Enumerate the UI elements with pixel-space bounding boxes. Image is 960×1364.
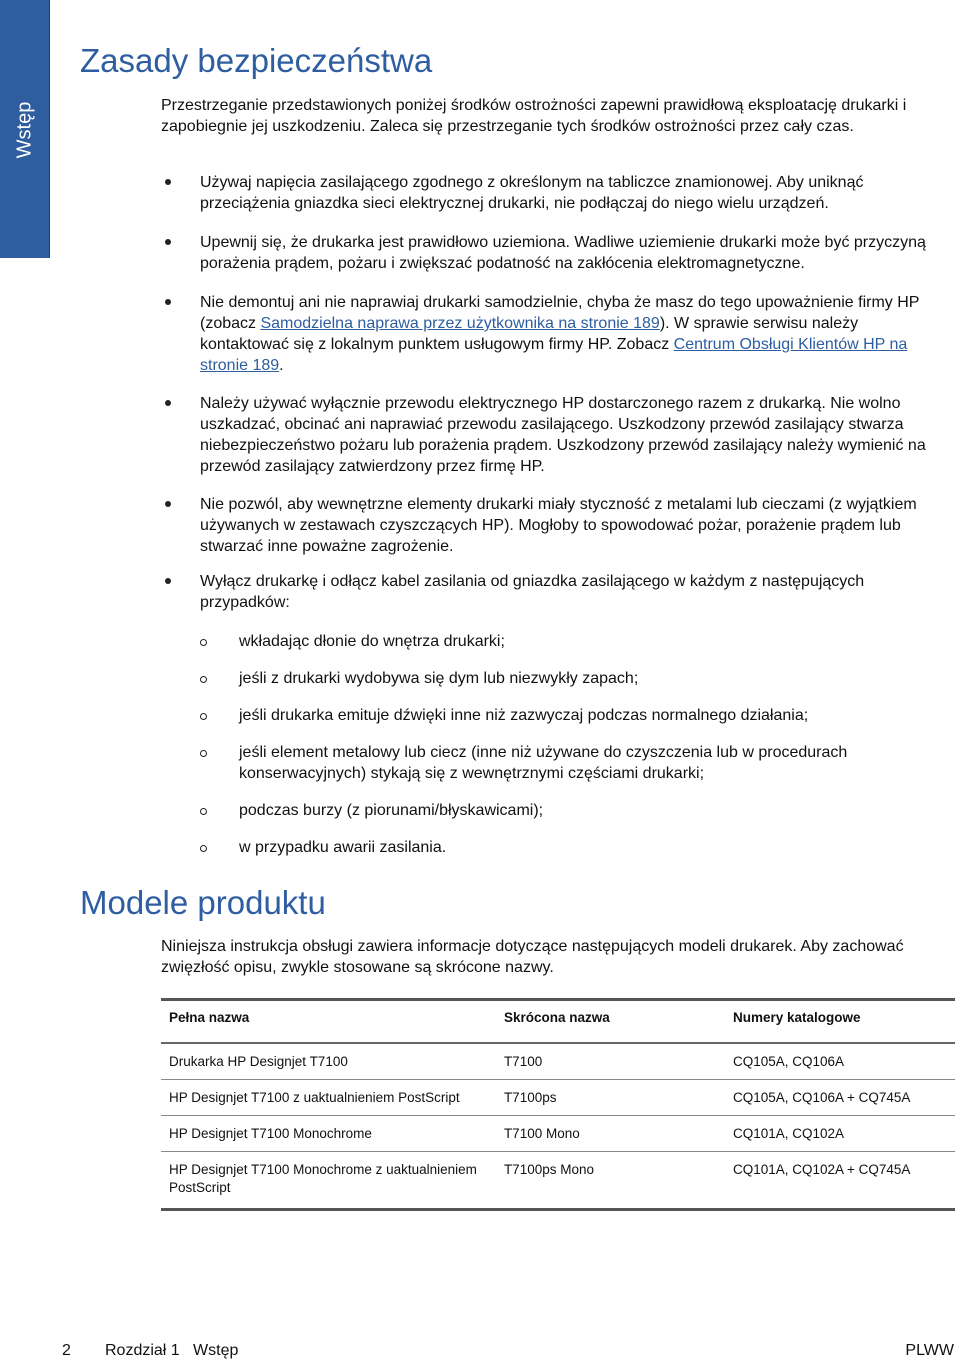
link-customer-care[interactable]: Centrum Obsługi Klientów HP na stronie 189	[200, 336, 908, 374]
unplug-text: Wyłącz drukarkę i odłącz kabel zasilania od gniazdka zasilającego w każdym z następujących przypadków:	[200, 573, 865, 611]
sub-item: podczas burzy (z piorunami/błyskawicami);	[200, 800, 951, 821]
sub-item: jeśli drukarka emituje dźwięki inne niż zazwyczaj podczas normalnego działania;	[200, 705, 951, 726]
safety-bullet-liquids: Nie pozwól, aby wewnętrzne elementy drukarki miały styczność z metalami lub cieczami (z wyjątkiem używanych w zestawach czyszczących HP). Mogłoby to spowodować pożar, porażenie prądem lub stwarzać inne poważne zagrożenie.	[161, 494, 951, 557]
side-tab	[0, 0, 50, 258]
repair-text-1: Nie demontuj ani nie naprawiaj drukarki samodzielnie, chyba że masz do tego upoważnienie firmy HP (zobacz	[200, 294, 920, 332]
footer-page-number: 2	[62, 1342, 71, 1359]
models-title: Modele produktu	[80, 884, 326, 921]
cell-part-numbers: CQ101A, CQ102A	[725, 1116, 955, 1152]
header-part-numbers: Numery katalogowe	[732, 1010, 861, 1025]
unplug-sublist	[200, 631, 951, 858]
safety-bullet-unplug	[161, 571, 951, 858]
cell-short-name: T7100ps Mono	[496, 1152, 725, 1210]
safety-list	[161, 172, 951, 858]
sub-item: jeśli element metalowy lub ciecz (inne niż używane do czyszczenia lub w procedurach konserwacyjnych) stykają się z wewnętrznymi częściami drukarki;	[200, 742, 951, 784]
table-row	[161, 1080, 955, 1116]
side-tab-label: Wstęp	[13, 101, 36, 159]
cell-full-name: HP Designjet T7100 Monochrome	[161, 1116, 496, 1152]
cell-part-numbers: CQ105A, CQ106A	[725, 1043, 955, 1080]
models-intro: Niniejsza instrukcja obsługi zawiera informacje dotyczące następujących modeli drukarek. Aby zachować zwięzłość opisu, zwykle stosowane są skrócone nazwy.	[161, 938, 904, 976]
sub-item: w przypadku awarii zasilania.	[200, 837, 951, 858]
repair-text-3: .	[279, 357, 284, 374]
cell-short-name: T7100	[496, 1043, 725, 1080]
safety-title: Zasady bezpieczeństwa	[80, 42, 433, 79]
table-row	[161, 1043, 955, 1080]
table-row	[161, 1116, 955, 1152]
cell-part-numbers: CQ101A, CQ102A + CQ745A	[725, 1152, 955, 1210]
footer-locale: PLWW	[905, 1342, 954, 1359]
models-table	[161, 998, 955, 1211]
safety-bullet-repair	[161, 292, 951, 376]
safety-intro: Przestrzeganie przedstawionych poniżej środków ostrożności zapewni prawidłową eksploatację drukarki i zapobiegnie jej uszkodzeniu. Zaleca się przestrzeganie tych środków ostrożności przez cały czas.	[161, 97, 907, 135]
sub-item: wkładając dłonie do wnętrza drukarki;	[200, 631, 951, 652]
table-header-row	[161, 1000, 955, 1044]
safety-bullet-grounding: Upewnij się, że drukarka jest prawidłowo uziemiona. Wadliwe uziemienie drukarki może być przyczyną porażenia prądem, pożaru i zwiększać podatność na zakłócenia elektromagnetyczne.	[161, 232, 951, 274]
cell-full-name: HP Designjet T7100 Monochrome z uaktualnieniem PostScript	[161, 1152, 496, 1210]
cell-full-name: Drukarka HP Designjet T7100	[161, 1043, 496, 1080]
safety-bullet-voltage: Używaj napięcia zasilającego zgodnego z określonym na tabliczce znamionowej. Aby uniknąć przeciążenia gniazdka sieci elektrycznej drukarki, nie podłączaj do niego wielu urządzeń.	[161, 172, 951, 214]
cell-short-name: T7100 Mono	[496, 1116, 725, 1152]
link-self-repair[interactable]: Samodzielna naprawa przez użytkownika na stronie 189	[260, 315, 660, 332]
header-full-name: Pełna nazwa	[169, 1010, 250, 1025]
cell-part-numbers: CQ105A, CQ106A + CQ745A	[725, 1080, 955, 1116]
sub-item: jeśli z drukarki wydobywa się dym lub niezwykły zapach;	[200, 668, 951, 689]
safety-bullet-power-cord: Należy używać wyłącznie przewodu elektrycznego HP dostarczonego razem z drukarką. Nie wolno uszkadzać, obcinać ani naprawiać przewodu zasilającego. Uszkodzony przewód zasilający stwarza niebezpieczeństwo pożaru lub porażenia prądem. Uszkodzony przewód zasilający należy wymienić na przewód zasilający zatwierdzony przez firmę HP.	[161, 393, 951, 477]
footer-chapter: Rozdział 1 Wstęp	[105, 1342, 239, 1359]
cell-short-name: T7100ps	[496, 1080, 725, 1116]
table-row	[161, 1152, 955, 1210]
repair-text-2: ). W sprawie serwisu należy kontaktować się z lokalnym punktem usługowym firmy HP. Zobacz	[200, 315, 859, 353]
header-short-name: Skrócona nazwa	[503, 1010, 610, 1025]
cell-full-name: HP Designjet T7100 z uaktualnieniem PostScript	[161, 1080, 496, 1116]
